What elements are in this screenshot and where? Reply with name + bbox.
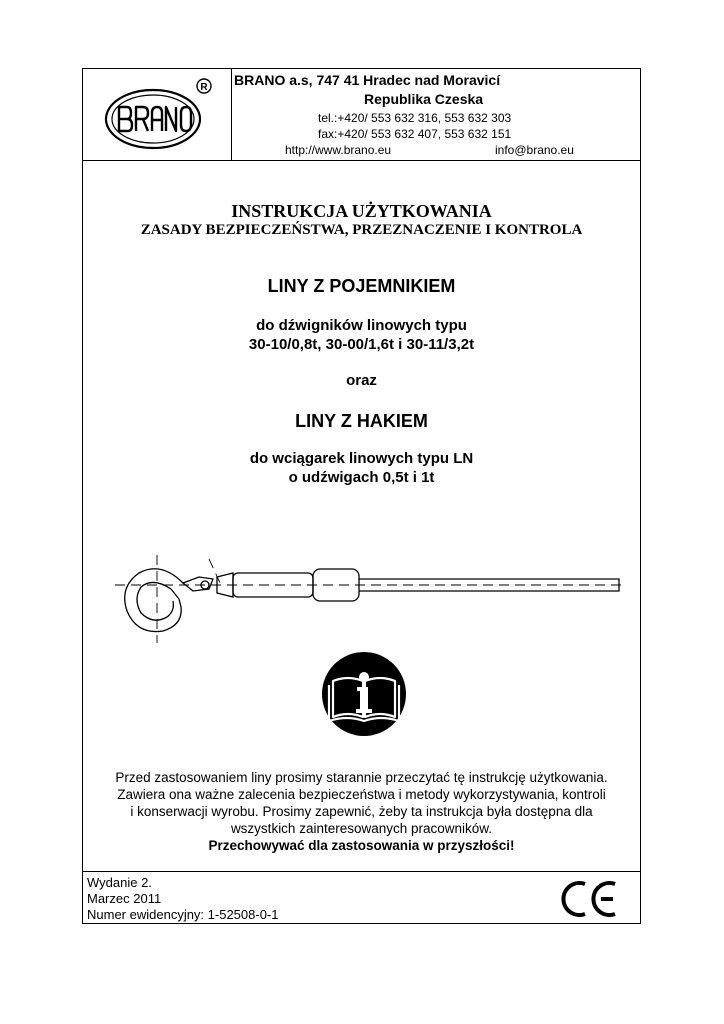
registered-mark-icon xyxy=(197,79,211,93)
logo-cell xyxy=(83,69,232,160)
fax-numbers: fax:+420/ 553 632 407, 553 632 151 xyxy=(318,127,512,141)
company-address: BRANO a.s, 747 41 Hradec nad Moravicí xyxy=(234,72,501,88)
website-link[interactable]: http://www.brano.eu xyxy=(285,143,392,157)
email-link[interactable]: info@brano.eu xyxy=(495,143,574,157)
conjunction-text: oraz xyxy=(346,372,377,389)
svg-text:R: R xyxy=(200,82,208,93)
safety-note xyxy=(83,769,640,854)
phone-numbers: tel.:+420/ 553 632 316, 553 632 303 xyxy=(318,111,512,125)
document-title: INSTRUKCJA UŻYTKOWANIA xyxy=(231,201,492,221)
document-frame xyxy=(82,68,641,924)
note-line: Zawiera ona ważne zalecenia bezpieczeństwa i metody wykorzystywania, kontroli xyxy=(117,787,606,802)
note-line: i konserwacji wyrobu. Prosimy zapewnić, żeby ta instrukcja była dostępna dla xyxy=(130,804,593,819)
record-number: Numer ewidencyjny: 1-52508-0-1 xyxy=(87,907,279,922)
brano-logo xyxy=(103,77,215,153)
read-manual-icon xyxy=(321,651,407,737)
note-line: Przed zastosowaniem liny prosimy starannie przeczytać tę instrukcję użytkowania. xyxy=(115,770,608,785)
note-emphasis: Przechowywać dla zastosowania w przyszłości! xyxy=(208,838,515,853)
header xyxy=(83,69,640,161)
rope-hook-drawing xyxy=(113,555,623,645)
edition-date: Marzec 2011 xyxy=(87,891,162,906)
product2-desc-line1: do wciągarek linowych typu LN xyxy=(249,450,474,467)
product2-desc-line2: o udźwigach 0,5t i 1t xyxy=(288,469,435,486)
product2-title: LINY Z HAKIEM xyxy=(295,411,428,431)
product1-desc-line2: 30-10/0,8t, 30-00/1,6t i 30-11/3,2t xyxy=(248,336,475,353)
document-subtitle: ZASADY BEZPIECZEŃSTWA, PRZEZNACZENIE I KONTROLA xyxy=(140,222,583,238)
footer xyxy=(83,871,640,924)
product1-title: LINY Z POJEMNIKIEM xyxy=(267,276,456,296)
company-country: Republika Czeska xyxy=(364,91,484,107)
product1-desc-line1: do dźwigników linowych typu xyxy=(256,317,467,334)
note-line: wszystkich zainteresowanych pracowników. xyxy=(230,821,493,836)
ce-mark-icon xyxy=(557,878,621,920)
edition-number: Wydanie 2. xyxy=(87,875,152,890)
